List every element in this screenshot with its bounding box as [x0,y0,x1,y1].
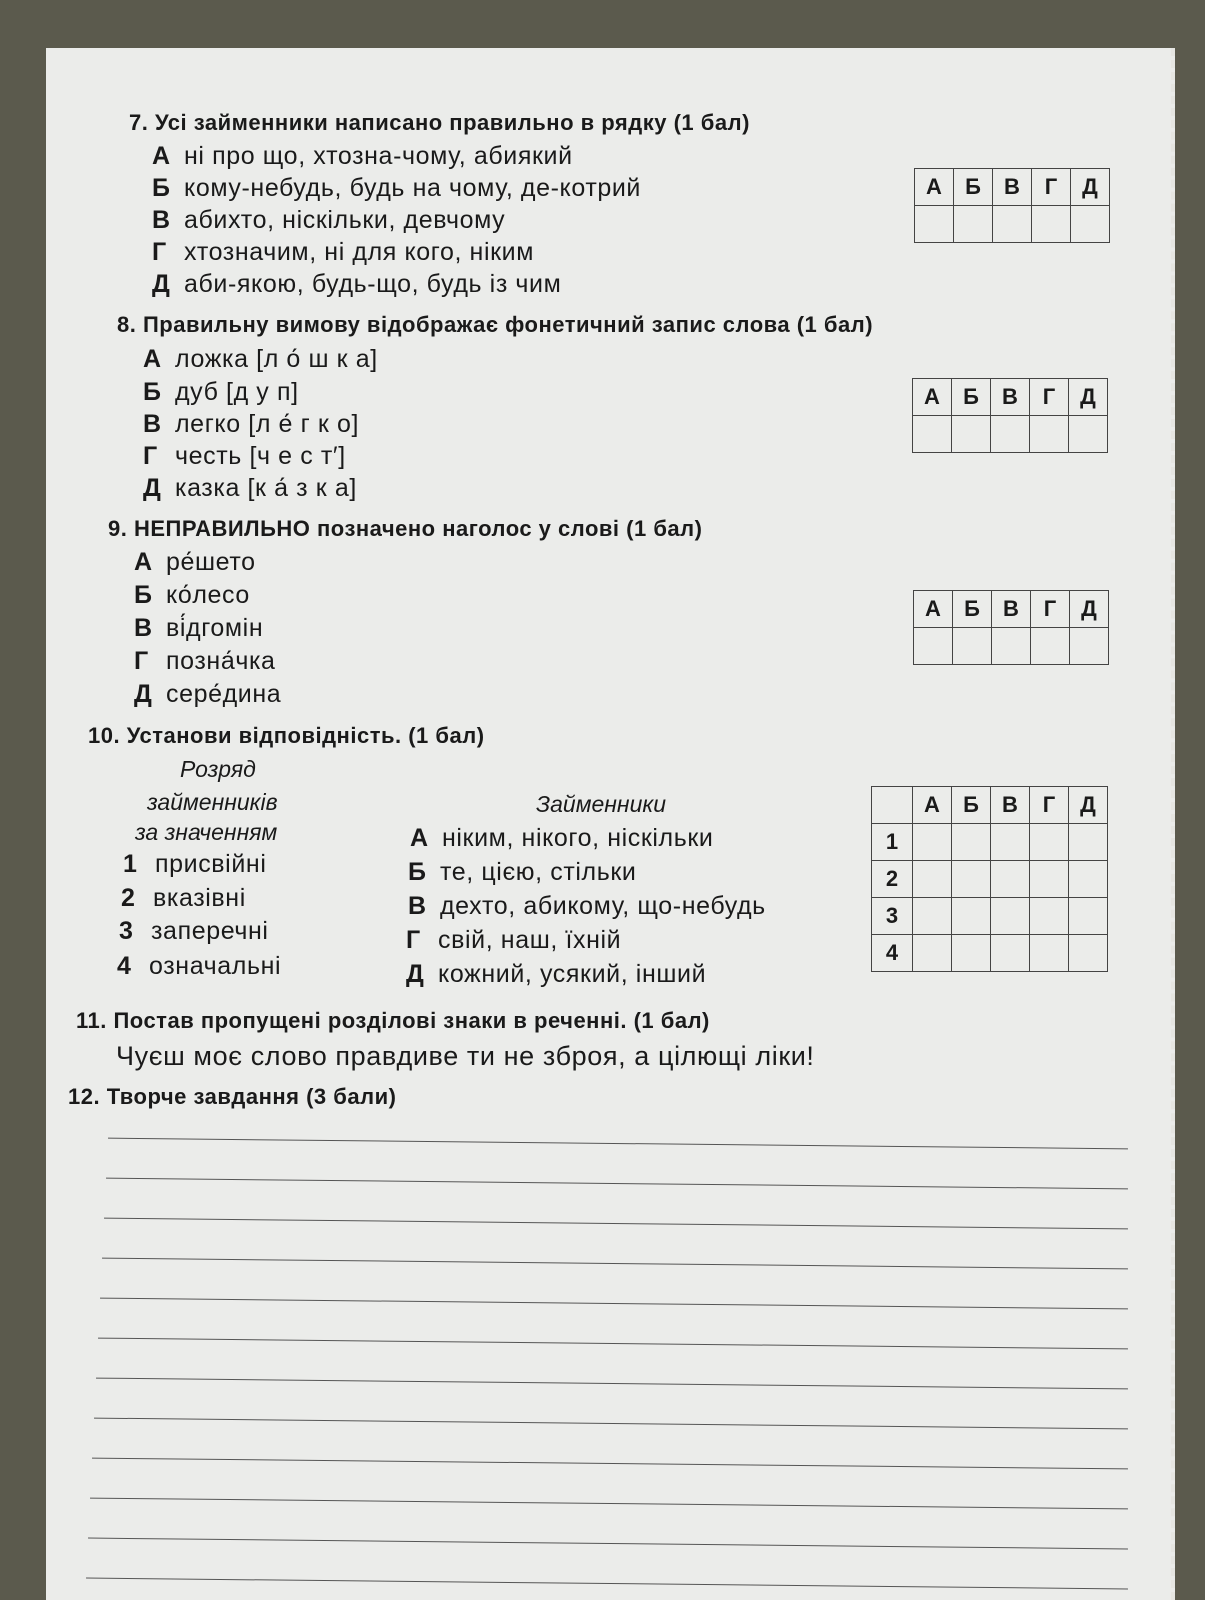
writing-line[interactable] [106,1178,1128,1190]
q8-title: 8. Правильну вимову відображає фонетичний запис слова (1 бал) [117,312,874,337]
q10-left-item-4 [117,952,281,981]
q7-option-b [152,174,641,203]
q10-left-item-2 [121,884,246,913]
grid-header-b: Б [952,379,991,416]
answer-cell[interactable] [952,898,991,935]
option-text: кому-небудь, будь на чому, де-котрий [184,174,642,202]
item-number: 2 [121,884,136,912]
grid-header-a: А [913,787,952,824]
answer-cell[interactable] [952,416,991,453]
answer-cell[interactable] [1030,416,1069,453]
option-letter: Д [143,474,162,502]
answer-cell[interactable] [913,416,952,453]
q9-option-e [134,680,281,709]
answer-cell[interactable] [953,628,992,665]
q9-option-b [134,581,250,610]
answer-cell[interactable] [913,935,952,972]
q7-answer-grid [914,168,1110,243]
q9-option-c [134,614,263,643]
option-text: ко́лесо [166,581,250,609]
answer-cell[interactable] [991,935,1030,972]
grid-header-d: Г [1032,169,1071,206]
grid-header-b: Б [953,591,992,628]
option-letter: В [134,614,153,642]
option-text: ре́шето [166,548,256,576]
option-letter: В [143,410,162,438]
option-letter: Б [134,581,153,609]
answer-cell[interactable] [954,206,993,243]
option-text: аби-якою, будь-що, будь із чим [184,270,562,298]
answer-cell[interactable] [1071,206,1110,243]
option-letter: А [134,548,153,576]
item-number: 3 [119,917,134,945]
writing-line[interactable] [100,1298,1128,1310]
q12-title: 12. Творче завдання (3 бали) [68,1084,397,1109]
answer-cell[interactable] [1031,628,1070,665]
answer-cell[interactable] [913,824,952,861]
answer-cell[interactable] [1069,935,1108,972]
option-text: казка [к а́ з к а] [175,474,357,502]
answer-cell[interactable] [1069,824,1108,861]
writing-line[interactable] [94,1418,1128,1430]
grid-header-d: Г [1030,379,1069,416]
grid-header-c: В [992,591,1031,628]
grid-header-e: Д [1070,591,1109,628]
q10-right-item-a [410,824,713,853]
answer-cell[interactable] [1030,824,1069,861]
option-text: честь [ч е с т′] [175,442,346,470]
item-text: дехто, абикому, що-небудь [440,892,766,920]
grid-row-label-2: 2 [872,861,913,898]
option-text: ві́дгомін [166,614,264,642]
q10-right-item-b [408,858,636,887]
item-letter: А [410,824,429,852]
q10-left-header-line2: займенників [147,789,278,815]
answer-cell[interactable] [915,206,954,243]
q9-title: 9. НЕПРАВИЛЬНО позначено наголос у слові (1 бал) [108,516,703,541]
writing-line[interactable] [86,1578,1128,1590]
option-text: легко [л е́ г к о] [175,410,360,438]
option-letter: А [152,142,171,170]
item-letter: Д [406,960,425,988]
grid-header-e: Д [1069,787,1108,824]
answer-cell[interactable] [913,861,952,898]
q10-right-header: Займенники [536,791,667,817]
writing-line[interactable] [98,1338,1128,1350]
grid-header-d: Г [1030,787,1069,824]
writing-line[interactable] [102,1258,1128,1270]
writing-line[interactable] [88,1538,1128,1550]
option-letter: А [143,345,162,373]
item-number: 4 [117,952,132,980]
grid-header-b: Б [952,787,991,824]
answer-cell[interactable] [991,861,1030,898]
grid-row-label-1: 1 [872,824,913,861]
q10-left-header-line1: Розряд [180,756,256,782]
grid-header-e: Д [1069,379,1108,416]
q8-option-e [143,474,357,503]
grid-header-a: А [914,591,953,628]
q8-option-b [143,378,299,407]
answer-cell[interactable] [1030,861,1069,898]
answer-cell[interactable] [952,824,991,861]
worksheet-page [46,48,1175,1600]
option-text: абихто, нiскiльки, девчому [184,206,506,234]
q10-answer-grid [871,786,1108,972]
option-text: ложка [л о́ ш к а] [175,345,378,373]
grid-row-label-3: 3 [872,898,913,935]
writing-line[interactable] [104,1218,1128,1230]
answer-cell[interactable] [1030,898,1069,935]
item-text: заперечні [151,917,269,945]
q9-option-a [134,548,256,577]
answer-cell[interactable] [952,861,991,898]
q10-title: 10. Установи відповідність. (1 бал) [88,723,485,748]
item-text: те, цією, стільки [440,858,637,886]
q8-option-c [143,410,359,439]
answer-cell[interactable] [952,935,991,972]
answer-cell[interactable] [992,628,1031,665]
q8-answer-grid [912,378,1108,453]
grid-corner [872,787,913,824]
q9-option-d [134,647,276,676]
q11-sentence: Чуєш моє слово правдиве ти не зброя, а цілющі ліки! [116,1041,815,1071]
answer-cell[interactable] [1069,416,1108,453]
grid-header-c: В [993,169,1032,206]
item-text: вказівні [153,884,246,912]
grid-header-c: В [991,379,1030,416]
q7-option-c [152,206,505,235]
option-letter: Д [152,270,171,298]
item-text: ніким, нікого, нiскiльки [442,824,714,852]
q10-left-item-1 [123,850,266,879]
option-letter: Г [134,647,149,675]
answer-cell[interactable] [1069,861,1108,898]
q7-option-a [152,142,573,171]
q9-answer-grid [913,590,1109,665]
q7-option-d [152,238,534,267]
answer-cell[interactable] [991,416,1030,453]
option-letter: Г [143,442,158,470]
q11-title: 11. Постав пропущені розділові знаки в реченні. (1 бал) [76,1008,710,1033]
option-letter: Б [143,378,162,406]
grid-header-c: В [991,787,1030,824]
option-letter: В [152,206,171,234]
grid-header-a: А [913,379,952,416]
answer-cell[interactable] [1030,935,1069,972]
grid-header-e: Д [1071,169,1110,206]
option-text: сере́дина [166,680,282,708]
answer-cell[interactable] [914,628,953,665]
q10-left-item-3 [119,917,269,946]
q10-left-header-line3: за значенням [135,819,278,845]
option-letter: Г [152,238,167,266]
grid-header-d: Г [1031,591,1070,628]
option-text: хтозначим, ні для кого, ніким [184,238,535,266]
answer-cell[interactable] [913,898,952,935]
answer-cell[interactable] [1032,206,1071,243]
answer-cell[interactable] [993,206,1032,243]
answer-cell[interactable] [1070,628,1109,665]
item-text: означальні [149,952,282,980]
grid-header-a: А [915,169,954,206]
q10-right-item-e [406,960,706,989]
grid-row-label-4: 4 [872,935,913,972]
option-letter: Д [134,680,153,708]
answer-cell[interactable] [991,824,1030,861]
writing-line[interactable] [90,1498,1128,1510]
option-letter: Б [152,174,171,202]
item-letter: Г [406,926,421,954]
writing-line[interactable] [108,1138,1128,1150]
q10-right-item-d [406,926,621,955]
q8-option-a [143,345,378,374]
item-letter: Б [408,858,427,886]
q8-option-d [143,442,346,471]
q7-option-e [152,270,561,299]
writing-line[interactable] [92,1458,1128,1470]
option-text: позна́чка [166,647,276,675]
item-letter: В [408,892,427,920]
option-text: ні про що, хтозна-чому, абиякий [184,142,573,170]
grid-header-b: Б [954,169,993,206]
q7-title: 7. Усі займенники написано правильно в рядку (1 бал) [129,110,750,135]
item-text: кожний, усякий, інший [438,960,707,988]
answer-cell[interactable] [991,898,1030,935]
writing-line[interactable] [96,1378,1128,1390]
answer-cell[interactable] [1069,898,1108,935]
option-text: дуб [д у п] [175,378,299,406]
q10-right-item-c [408,892,766,921]
item-number: 1 [123,850,138,878]
item-text: свій, наш, їхній [438,926,622,954]
item-text: присвійні [155,850,267,878]
